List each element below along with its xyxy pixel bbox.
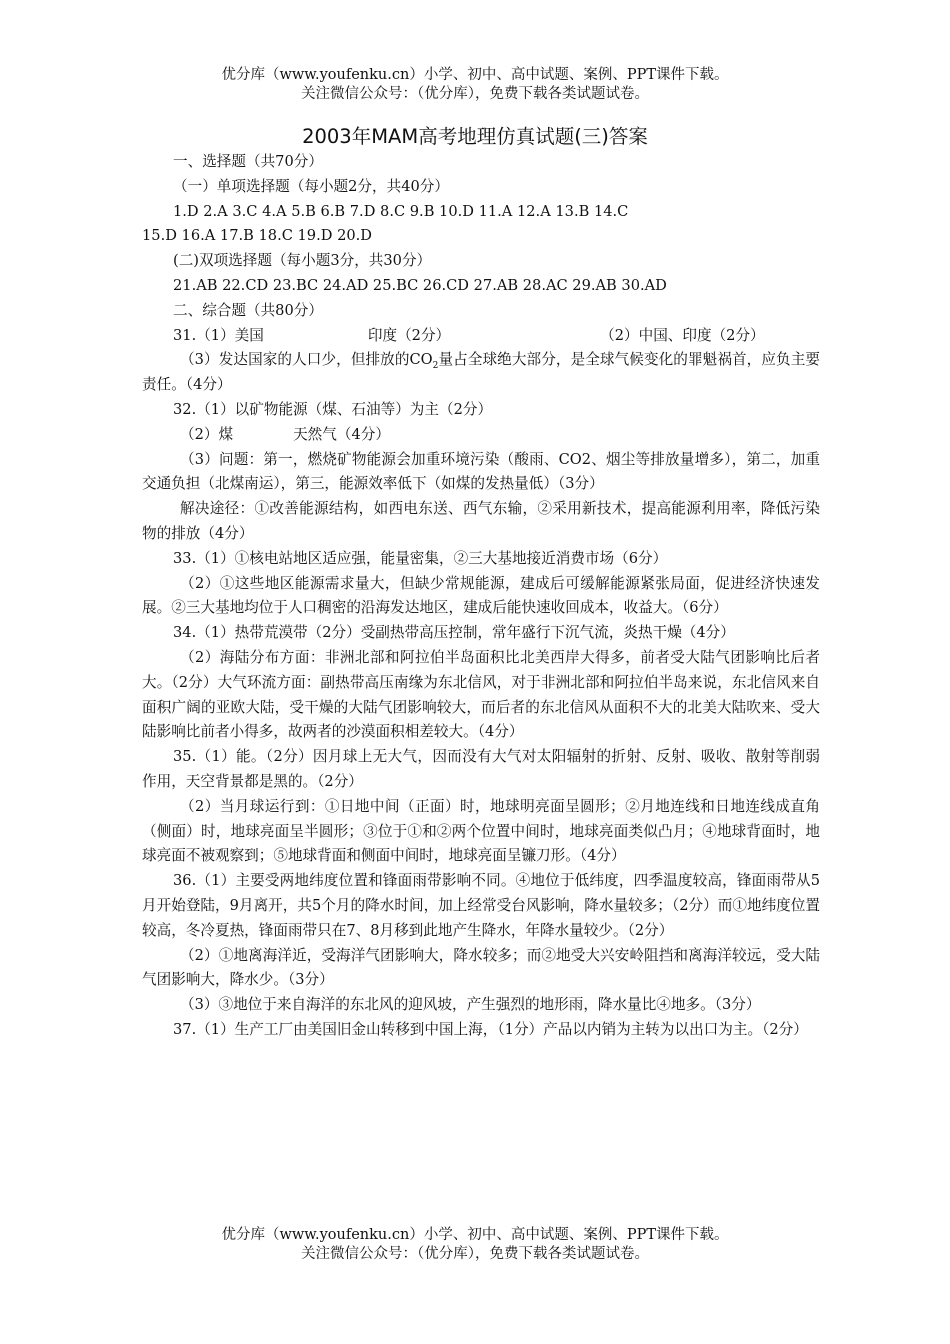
q31-part3-sub: 2 <box>432 361 439 372</box>
q36-part3: （3）③地位于来自海洋的东北风的迎风坡，产生强烈的地形雨，降水量比④地多。（3分） <box>180 996 761 1014</box>
q35-part1: 35.（1）能。（2分）因月球上无大气，因而没有大气对太阳辐射的折射、反射、吸收、散射等削弱作用，天空背景都是黑的。（2分） <box>142 748 820 790</box>
q31-part3-post: 量占全球绝大部分，是全球气候变化的罪魁祸首，应负主要责任。（4分） <box>142 351 820 394</box>
single-choice-answers-2: 15.D 16.A 17.B 18.C 19.D 20.D <box>142 227 372 245</box>
q32-part2-a: （2）煤 <box>180 425 234 443</box>
q35-part2: （2）当月球运行到：①日地中间（正面）时，地球明亮面呈圆形；②月地连线和日地连线成直角（侧面）时，地球亮面呈半圆形；③位于①和②两个位置中间时，地球亮面类似凸月；④地球背面时，地球亮面不被观察到；⑤地球背面和侧面中间时，地球亮面呈镰刀形。（4分） <box>142 797 820 865</box>
q33-part2: （2）①这些地区能源需求量大，但缺少常规能源，建成后可缓解能源紧张局面，促进经济快速发展。②三大基地均位于人口稠密的沿海发达地区，建成后能快速收回成本，收益大。（6分） <box>142 574 820 617</box>
q32-part2-b: 天然气（4分） <box>293 425 390 443</box>
double-choice-answers: 21.AB 22.CD 23.BC 24.AD 25.BC 26.CD 27.AB 28.AC 29.AB 30.AD <box>173 276 667 294</box>
section-2-heading: 二、综合题（共80分） <box>173 301 323 319</box>
document-title: 2003年MAM高考地理仿真试题(三)答案 <box>302 125 648 148</box>
footer-line-1: 优分库（www.youfenku.cn）小学、初中、高中试题、案例、PPT课件下载。 <box>221 1227 729 1243</box>
q32-part2 <box>142 423 820 448</box>
answer-body <box>142 150 820 1043</box>
q34-part2: （2）海陆分布方面：非洲北部和阿拉伯半岛面积比北美西岸大得多，前者受大陆气团影响比后者大。（2分）大气环流方面：副热带高压南缘为东北信风，对于非洲北部和阿拉伯半岛来说，东北信风来自面积广阔的亚欧大陆，受干燥的大陆气团影响较大，而后者的东北信风从面积不大的北美大陆吹来、受大陆影响比前者小得多，故两者的沙漠面积相差较大。（4分） <box>142 648 820 741</box>
q31-part1-b: 印度（2分） <box>367 326 451 344</box>
q32-part1: 32.（1）以矿物能源（煤、石油等）为主（2分） <box>173 400 493 418</box>
q33-part1: 33.（1）①核电站地区适应强，能量密集，②三大基地接近消费市场（6分） <box>173 549 668 567</box>
q37-part1: 37.（1）生产工厂由美国旧金山转移到中国上海，（1分）产品以内销为主转为以出口为主。（2分） <box>173 1020 808 1038</box>
single-choice-heading: （一）单项选择题（每小题2分，共40分） <box>173 177 449 195</box>
q32-part3: （3）问题：第一，燃烧矿物能源会加重环境污染（酸雨、CO2、烟尘等排放量增多），第二，加重交通负担（北煤南运），第三，能源效率低下（如煤的发热量低）（3分） <box>142 450 820 493</box>
double-choice-heading: (二)双项选择题（每小题3分，共30分） <box>173 252 432 270</box>
header-line-1: 优分库（www.youfenku.cn）小学、初中、高中试题、案例、PPT课件下载。 <box>221 67 729 83</box>
q36-part2: （2）①地离海洋近，受海洋气团影响大，降水较多；而②地受大兴安岭阻挡和离海洋较远，受大陆气团影响大，降水少。（3分） <box>142 946 820 989</box>
single-choice-answers-1: 1.D 2.A 3.C 4.A 5.B 6.B 7.D 8.C 9.B 10.D 11.A 12.A 13.B 14.C <box>173 202 629 220</box>
page-footer <box>0 1226 950 1264</box>
q31-part3-pre: （3）发达国家的人口少，但排放的CO <box>180 351 433 369</box>
q32-part4: 解决途径：①改善能源结构，如西电东送、西气东输，②采用新技术，提高能源利用率，降低污染物的排放（4分） <box>142 500 820 542</box>
q34-part1: 34.（1）热带荒漠带（2分）受副热带高压控制，常年盛行下沉气流，炎热干燥（4分） <box>173 624 735 642</box>
q31-part3 <box>142 348 820 398</box>
q36-part1: 36.（1）主要受两地纬度位置和锋面雨带影响不同。④地位于低纬度，四季温度较高，锋面雨带从5月开始登陆，9月离开，共5个月的降水时间，加上经常受台风影响，降水量较多；（2分）而①地纬度位置较高，冬冷夏热，锋面雨带只在7、8月移到此地产生降水，年降水量较少。（2分） <box>142 872 820 939</box>
q31-part1-2 <box>142 324 820 349</box>
header-line-2: 关注微信公众号：（优分库），免费下载各类试题试卷。 <box>301 86 649 102</box>
section-1-heading: 一、选择题（共70分） <box>173 153 323 170</box>
footer-line-2: 关注微信公众号：（优分库），免费下载各类试题试卷。 <box>301 1246 649 1262</box>
q31-part2: （2）中国、印度（2分） <box>600 326 765 344</box>
page-header <box>0 66 950 104</box>
q31-part1-a: 31.（1）美国 <box>173 326 264 344</box>
